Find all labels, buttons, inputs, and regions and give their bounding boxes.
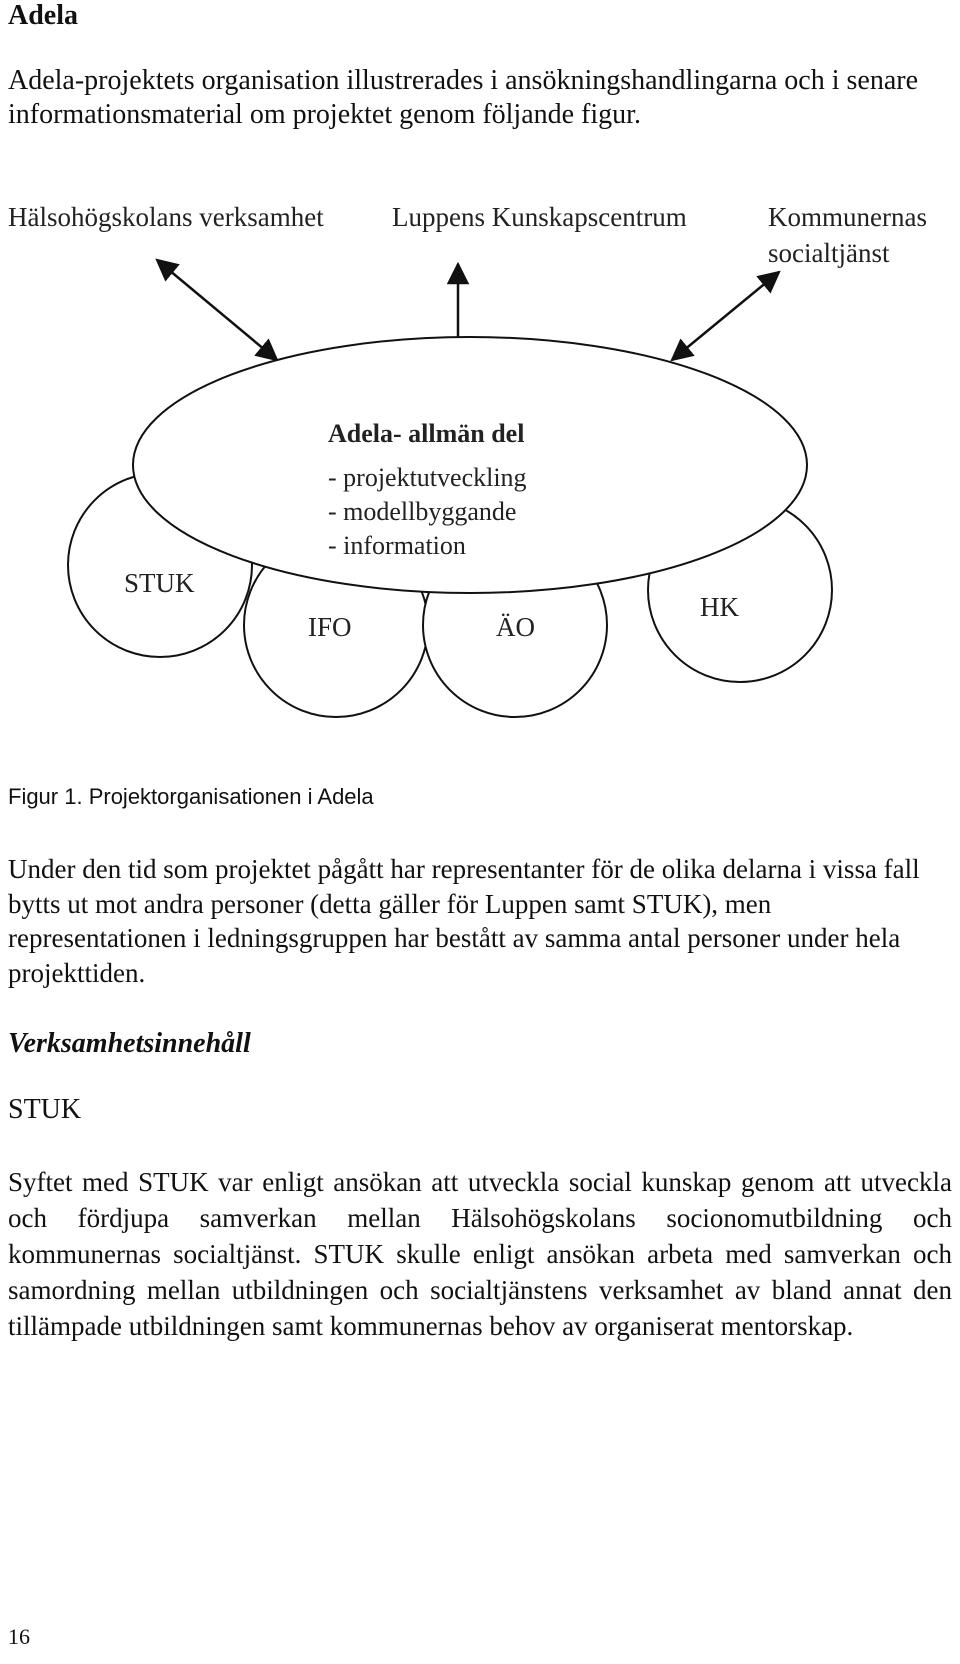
- intro-paragraph: Adela-projektets organisation illustrerades i ansökningshandlingarna och i senare informationsmaterial om projektet genom följande figur.: [8, 65, 918, 130]
- ellipse-item-2: - modellbyggande: [328, 497, 517, 526]
- label-kommunernas-line1: Kommunernas: [768, 202, 927, 232]
- label-halsohogskolan: Hälsohögskolans verksamhet: [8, 202, 324, 232]
- page-number: 16: [8, 1624, 30, 1649]
- circle-label-ao: ÄO: [496, 612, 535, 642]
- organisation-diagram: [0, 200, 960, 740]
- circle-label-stuk: STUK: [124, 568, 195, 598]
- ellipse-title: Adela- allmän del: [328, 419, 525, 448]
- ellipse-item-1: - projektutveckling: [328, 463, 527, 492]
- arrow-halsohogskolan: [157, 260, 277, 360]
- paragraph-1: Under den tid som projektet pågått har representanter för de olika delarna i vissa fall bytts ut mot andra personer (detta gäller för Luppen samt STUK), men representationen i ledningsgruppen har bestått av samma antal personer under hela projekttiden.: [8, 854, 920, 988]
- page-heading: Adela: [8, 0, 78, 31]
- paragraph-2: Syftet med STUK var enligt ansökan att utveckla social kunskap genom att utveckla och fördjupa samverkan mellan Hälsohögskolans socionomutbildning och kommunernas socialtjänst. STUK skulle enligt ansökan arbeta med samverkan och samordning mellan utbildningen och socialtjänstens verksamhet av bland annat den tillämpade utbildningen samt kommunernas behov av organiserat mentorskap.: [8, 1167, 952, 1341]
- circle-label-ifo: IFO: [308, 612, 352, 642]
- label-kommunernas-line2: socialtjänst: [768, 238, 890, 268]
- label-luppen: Luppens Kunskapscentrum: [392, 202, 687, 232]
- arrow-kommunernas: [672, 272, 779, 360]
- circle-label-hk: HK: [700, 592, 739, 622]
- section-title: Verksamhetsinnehåll: [8, 1028, 251, 1059]
- subsection-title: STUK: [8, 1094, 82, 1125]
- figure-caption: Figur 1. Projektorganisationen i Adela: [8, 784, 374, 809]
- ellipse-item-3: - information: [328, 531, 466, 560]
